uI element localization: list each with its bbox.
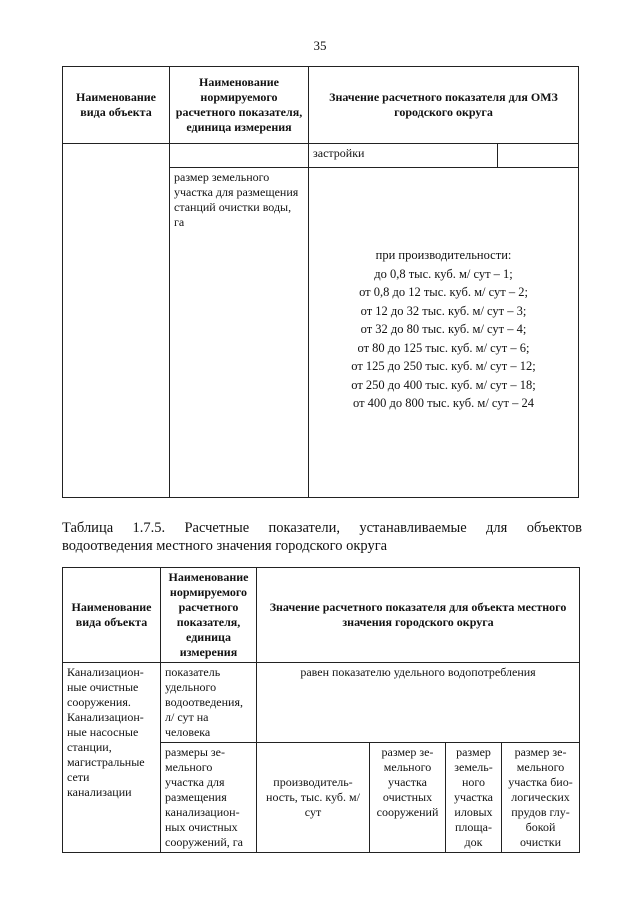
table2-sub-header-sludge-plot: размер земель-ного участка иловых площа-док [446, 743, 502, 853]
table1-performance-values [309, 168, 579, 498]
table-2 [62, 567, 580, 853]
table1-indicator-empty-cell [170, 144, 309, 168]
caption-word: Таблица [62, 520, 114, 536]
table1-header-object-type: Наименование вида объекта [63, 67, 170, 144]
performance-line: от 250 до 400 тыс. куб. м/ сут – 18; [351, 377, 536, 392]
table2-header-object-type: Наименование вида объекта [63, 568, 161, 663]
caption-word: Расчетные [184, 520, 250, 536]
table1-value-cell-empty [498, 144, 579, 168]
caption-line-1 [62, 519, 582, 537]
table2-header-value: Значение расчетного показателя для объекта местного значения городского округа [257, 568, 580, 663]
table2-header-indicator: Наименование нормируемого расчетного показателя, единица измерения [161, 568, 257, 663]
performance-line: от 80 до 125 тыс. куб. м/ сут – 6; [357, 340, 530, 355]
caption-word: показатели, [268, 520, 340, 536]
performance-line: от 12 до 32 тыс. куб. м/ сут – 3; [360, 303, 527, 318]
performance-line: от 32 до 80 тыс. куб. м/ сут – 4; [360, 322, 527, 336]
table-1 [62, 66, 579, 498]
table1-object-type-cell [63, 144, 170, 498]
table2-value-wastewater: равен показателю удельного водопотребления [257, 663, 580, 743]
table2-indicator-land-plot: размеры зе-мельного участка для размещения канализацион-ных очистных сооружений, га [161, 743, 257, 853]
table2-sub-header-plant-plot: размер зе-мельного участка очистных сооружений [370, 743, 446, 853]
table1-header-value: Значение расчетного показателя для ОМЗ городского округа [309, 67, 579, 144]
table2-object-name: Канализацион-ные очистные сооружения. Канализацион-ные насосные станции, магистральные сети канализации [63, 663, 161, 853]
performance-intro: при производительности: [375, 248, 512, 262]
table1-indicator-land-plot: размер земельного участка для размещения станций очистки воды, га [170, 168, 309, 498]
table1-header-indicator: Наименование нормируемого расчетного показателя, единица измерения [170, 67, 309, 144]
table1-value-cell-zastroyki: застройки [309, 144, 498, 168]
page-number: 35 [313, 38, 327, 53]
table2-indicator-wastewater: показатель удельного водоотведения, л/ сут на человека [161, 663, 257, 743]
caption-word: 1.7.5. [132, 520, 166, 536]
table2-sub-header-capacity: производитель-ность, тыс. куб. м/сут [257, 743, 370, 853]
performance-line: от 125 до 250 тыс. куб. м/ сут – 12; [351, 359, 536, 373]
table2-sub-header-ponds-plot: размер зе-мельного участка био-логических прудов глу-бокой очистки [502, 743, 580, 853]
caption-line-2: водоотведения местного значения городского округа [62, 538, 388, 554]
caption-word: устанавливаемые [359, 520, 467, 536]
table-caption [62, 519, 582, 555]
performance-line: до 0,8 тыс. куб. м/ сут – 1; [374, 266, 513, 281]
caption-word: для [486, 520, 508, 536]
caption-word: объектов [526, 520, 582, 536]
performance-line: от 0,8 до 12 тыс. куб. м/ сут – 2; [359, 285, 528, 299]
performance-line: от 400 до 800 тыс. куб. м/ сут – 24 [353, 396, 535, 410]
